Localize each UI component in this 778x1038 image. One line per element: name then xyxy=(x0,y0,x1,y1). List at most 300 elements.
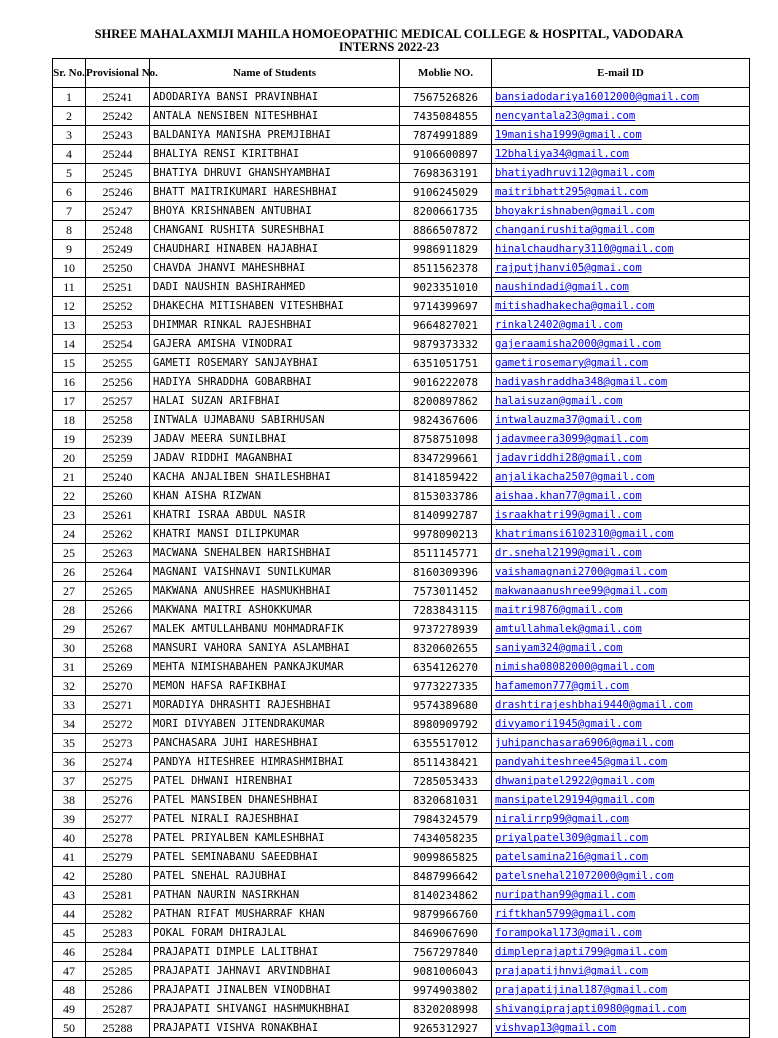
email-cell xyxy=(492,772,750,791)
provisional-no-cell: 25241 xyxy=(86,88,150,107)
provisional-no-cell: 25259 xyxy=(86,449,150,468)
email-link[interactable]: israakhatri99@gmail.com xyxy=(495,509,642,521)
sr-cell: 50 xyxy=(53,1019,86,1038)
sr-cell: 48 xyxy=(53,981,86,1000)
provisional-no-cell: 25260 xyxy=(86,487,150,506)
sr-cell: 12 xyxy=(53,297,86,316)
sr-cell: 43 xyxy=(53,886,86,905)
student-name-cell: PATHAN RIFAT MUSHARRAF KHAN xyxy=(150,905,400,924)
provisional-no-cell: 25264 xyxy=(86,563,150,582)
email-cell xyxy=(492,829,750,848)
mobile-number-cell: 9879966760 xyxy=(400,905,492,924)
table-row xyxy=(53,316,750,335)
table-row xyxy=(53,202,750,221)
table-row xyxy=(53,354,750,373)
sr-cell: 30 xyxy=(53,639,86,658)
mobile-number-cell: 7698363191 xyxy=(400,164,492,183)
provisional-no-cell: 25243 xyxy=(86,126,150,145)
interns-table xyxy=(52,58,750,1038)
student-name-cell: DHAKECHA MITISHABEN VITESHBHAI xyxy=(150,297,400,316)
email-link[interactable]: maitri9876@gmail.com xyxy=(495,604,623,616)
header-name: Name of Students xyxy=(150,59,400,88)
table-row xyxy=(53,620,750,639)
provisional-no-cell: 25254 xyxy=(86,335,150,354)
student-name-cell: PATEL SNEHAL RAJUBHAI xyxy=(150,867,400,886)
provisional-no-cell: 25276 xyxy=(86,791,150,810)
provisional-no-cell: 25263 xyxy=(86,544,150,563)
sr-cell: 2 xyxy=(53,107,86,126)
provisional-no-cell: 25250 xyxy=(86,259,150,278)
sr-cell: 39 xyxy=(53,810,86,829)
email-link[interactable]: forampokal173@gmail.com xyxy=(495,927,642,939)
email-cell xyxy=(492,905,750,924)
provisional-no-cell: 25284 xyxy=(86,943,150,962)
student-name-cell: PATHAN NAURIN NASIRKHAN xyxy=(150,886,400,905)
email-link[interactable]: mitishadhakecha@gmail.com xyxy=(495,300,655,312)
sr-cell: 5 xyxy=(53,164,86,183)
email-link[interactable]: bansiadodariya16012000@gmail.com xyxy=(495,91,700,103)
sr-cell: 44 xyxy=(53,905,86,924)
email-link[interactable]: pandyahiteshree45@gmail.com xyxy=(495,756,668,768)
email-link[interactable]: maitribhatt295@gmail.com xyxy=(495,186,649,198)
mobile-number-cell: 8200897862 xyxy=(400,392,492,411)
mobile-number-cell: 9081006043 xyxy=(400,962,492,981)
sr-cell: 23 xyxy=(53,506,86,525)
table-row xyxy=(53,278,750,297)
provisional-no-cell: 25285 xyxy=(86,962,150,981)
header-email: E-mail ID xyxy=(492,59,750,88)
sr-cell: 22 xyxy=(53,487,86,506)
email-link[interactable]: riftkhan5799@gmail.com xyxy=(495,908,636,920)
student-name-cell: INTWALA UJMABANU SABIRHUSAN xyxy=(150,411,400,430)
header-mobile: Moblie NO. xyxy=(400,59,492,88)
email-cell xyxy=(492,544,750,563)
student-name-cell: DHIMMAR RINKAL RAJESHBHAI xyxy=(150,316,400,335)
email-cell xyxy=(492,962,750,981)
email-link[interactable]: jadavriddhi28@gmail.com xyxy=(495,452,642,464)
sr-cell: 46 xyxy=(53,943,86,962)
sr-cell: 31 xyxy=(53,658,86,677)
student-name-cell: MORI DIVYABEN JITENDRAKUMAR xyxy=(150,715,400,734)
email-link[interactable]: makwanaanushree99@gmail.com xyxy=(495,585,668,597)
provisional-no-cell: 25271 xyxy=(86,696,150,715)
student-name-cell: MEMON HAFSA RAFIKBHAI xyxy=(150,677,400,696)
provisional-no-cell: 25274 xyxy=(86,753,150,772)
email-cell xyxy=(492,221,750,240)
table-row xyxy=(53,506,750,525)
student-name-cell: KHATRI MANSI DILIPKUMAR xyxy=(150,525,400,544)
email-cell xyxy=(492,639,750,658)
mobile-number-cell: 8980909792 xyxy=(400,715,492,734)
mobile-number-cell: 8487996642 xyxy=(400,867,492,886)
email-cell xyxy=(492,810,750,829)
table-row xyxy=(53,240,750,259)
provisional-no-cell: 25278 xyxy=(86,829,150,848)
email-cell xyxy=(492,164,750,183)
sr-cell: 25 xyxy=(53,544,86,563)
email-cell xyxy=(492,867,750,886)
table-row xyxy=(53,430,750,449)
table-row xyxy=(53,487,750,506)
mobile-number-cell: 8469067690 xyxy=(400,924,492,943)
student-name-cell: POKAL FORAM DHIRAJLAL xyxy=(150,924,400,943)
email-link[interactable]: nimisha08082000@gmail.com xyxy=(495,661,655,673)
email-cell xyxy=(492,316,750,335)
student-name-cell: PATEL NIRALI RAJESHBHAI xyxy=(150,810,400,829)
sr-cell: 8 xyxy=(53,221,86,240)
provisional-no-cell: 25277 xyxy=(86,810,150,829)
email-cell xyxy=(492,88,750,107)
email-link[interactable]: intwalauzma37@gmail.com xyxy=(495,414,642,426)
student-name-cell: PRAJAPATI VISHVA RONAKBHAI xyxy=(150,1019,400,1038)
sr-cell: 37 xyxy=(53,772,86,791)
email-link[interactable]: bhatiyadhruvi12@gmail.com xyxy=(495,167,655,179)
mobile-number-cell: 7285053433 xyxy=(400,772,492,791)
mobile-number-cell: 9265312927 xyxy=(400,1019,492,1038)
table-row xyxy=(53,544,750,563)
mobile-number-cell: 7573011452 xyxy=(400,582,492,601)
email-link[interactable]: nencyantala23@gmai.com xyxy=(495,110,636,122)
email-cell xyxy=(492,373,750,392)
provisional-no-cell: 25257 xyxy=(86,392,150,411)
student-name-cell: PATEL SEMINABANU SAEEDBHAI xyxy=(150,848,400,867)
student-name-cell: BHOYA KRISHNABEN ANTUBHAI xyxy=(150,202,400,221)
mobile-number-cell: 8140234862 xyxy=(400,886,492,905)
student-name-cell: MANSURI VAHORA SANIYA ASLAMBHAI xyxy=(150,639,400,658)
provisional-no-cell: 25252 xyxy=(86,297,150,316)
email-cell xyxy=(492,202,750,221)
sr-cell: 17 xyxy=(53,392,86,411)
student-name-cell: MAKWANA ANUSHREE HASMUKHBHAI xyxy=(150,582,400,601)
email-cell xyxy=(492,107,750,126)
email-link[interactable]: juhipanchasara6906@gmail.com xyxy=(495,737,674,749)
mobile-number-cell: 8347299661 xyxy=(400,449,492,468)
table-row xyxy=(53,962,750,981)
email-link[interactable]: niralirrp99@gmail.com xyxy=(495,813,629,825)
mobile-number-cell: 9099865825 xyxy=(400,848,492,867)
email-link[interactable]: vishvap13@gmail.com xyxy=(495,1022,617,1034)
sr-cell: 9 xyxy=(53,240,86,259)
table-row xyxy=(53,107,750,126)
email-cell xyxy=(492,525,750,544)
table-row xyxy=(53,126,750,145)
sr-cell: 24 xyxy=(53,525,86,544)
provisional-no-cell: 25281 xyxy=(86,886,150,905)
email-link[interactable]: amtullahmalek@gmail.com xyxy=(495,623,642,635)
email-link[interactable]: naushindadi@gmail.com xyxy=(495,281,629,293)
student-name-cell: DADI NAUSHIN BASHIRAHMED xyxy=(150,278,400,297)
mobile-number-cell: 9106245029 xyxy=(400,183,492,202)
email-cell xyxy=(492,677,750,696)
sr-cell: 41 xyxy=(53,848,86,867)
email-cell xyxy=(492,278,750,297)
table-row xyxy=(53,753,750,772)
email-link[interactable]: aishaa.khan77@gmail.com xyxy=(495,490,642,502)
email-cell xyxy=(492,1000,750,1019)
table-row xyxy=(53,164,750,183)
table-row xyxy=(53,392,750,411)
sr-cell: 27 xyxy=(53,582,86,601)
sr-cell: 28 xyxy=(53,601,86,620)
email-cell xyxy=(492,582,750,601)
email-link[interactable]: saniyam324@gmail.com xyxy=(495,642,623,654)
table-row xyxy=(53,468,750,487)
email-cell xyxy=(492,943,750,962)
student-name-cell: PRAJAPATI DIMPLE LALITBHAI xyxy=(150,943,400,962)
mobile-number-cell: 6351051751 xyxy=(400,354,492,373)
email-link[interactable]: dr.snehal2199@gmail.com xyxy=(495,547,642,559)
mobile-number-cell: 9023351010 xyxy=(400,278,492,297)
sr-cell: 42 xyxy=(53,867,86,886)
table-row xyxy=(53,88,750,107)
mobile-number-cell: 9106600897 xyxy=(400,145,492,164)
mobile-number-cell: 7434058235 xyxy=(400,829,492,848)
student-name-cell: PATEL MANSIBEN DHANESHBHAI xyxy=(150,791,400,810)
table-row xyxy=(53,810,750,829)
mobile-number-cell: 9824367606 xyxy=(400,411,492,430)
email-link[interactable]: gametirosemary@gmail.com xyxy=(495,357,649,369)
student-name-cell: MAGNANI VAISHNAVI SUNILKUMAR xyxy=(150,563,400,582)
email-cell xyxy=(492,696,750,715)
email-link[interactable]: anjalikacha2507@gmail.com xyxy=(495,471,655,483)
mobile-number-cell: 9978090213 xyxy=(400,525,492,544)
mobile-number-cell: 9974903802 xyxy=(400,981,492,1000)
table-row xyxy=(53,449,750,468)
email-cell xyxy=(492,126,750,145)
provisional-no-cell: 25251 xyxy=(86,278,150,297)
sr-cell: 26 xyxy=(53,563,86,582)
email-cell xyxy=(492,354,750,373)
email-cell xyxy=(492,411,750,430)
mobile-number-cell: 8320602655 xyxy=(400,639,492,658)
email-link[interactable]: bhoyakrishnaben@gmail.com xyxy=(495,205,655,217)
table-row xyxy=(53,943,750,962)
email-cell xyxy=(492,449,750,468)
email-link[interactable]: nuripathan99@gmail.com xyxy=(495,889,636,901)
student-name-cell: JADAV MEERA SUNILBHAI xyxy=(150,430,400,449)
student-name-cell: GAJERA AMISHA VINODRAI xyxy=(150,335,400,354)
student-name-cell: PATEL DHWANI HIRENBHAI xyxy=(150,772,400,791)
sr-cell: 20 xyxy=(53,449,86,468)
email-cell xyxy=(492,753,750,772)
provisional-no-cell: 25280 xyxy=(86,867,150,886)
sr-cell: 32 xyxy=(53,677,86,696)
sr-cell: 4 xyxy=(53,145,86,164)
student-name-cell: MORADIYA DHRASHTI RAJESHBHAI xyxy=(150,696,400,715)
provisional-no-cell: 25275 xyxy=(86,772,150,791)
student-name-cell: KHATRI ISRAA ABDUL NASIR xyxy=(150,506,400,525)
sr-cell: 3 xyxy=(53,126,86,145)
email-link[interactable]: patelsamina216@gmail.com xyxy=(495,851,649,863)
student-name-cell: PATEL PRIYALBEN KAMLESHBHAI xyxy=(150,829,400,848)
sr-cell: 1 xyxy=(53,88,86,107)
student-name-cell: PANCHASARA JUHI HARESHBHAI xyxy=(150,734,400,753)
provisional-no-cell: 25287 xyxy=(86,1000,150,1019)
provisional-no-cell: 25288 xyxy=(86,1019,150,1038)
sr-cell: 45 xyxy=(53,924,86,943)
provisional-no-cell: 25270 xyxy=(86,677,150,696)
email-link[interactable]: khatrimansi6102310@gmail.com xyxy=(495,528,674,540)
provisional-no-cell: 25247 xyxy=(86,202,150,221)
email-link[interactable]: gajeraamisha2000@gmail.com xyxy=(495,338,661,350)
email-cell xyxy=(492,848,750,867)
provisional-no-cell: 25265 xyxy=(86,582,150,601)
table-row xyxy=(53,696,750,715)
email-cell xyxy=(492,1019,750,1038)
mobile-number-cell: 9714399697 xyxy=(400,297,492,316)
email-link[interactable]: prajapatijinal187@gmail.com xyxy=(495,984,668,996)
table-row xyxy=(53,183,750,202)
document-title xyxy=(0,28,778,54)
table-row xyxy=(53,221,750,240)
email-cell xyxy=(492,297,750,316)
provisional-no-cell: 25249 xyxy=(86,240,150,259)
mobile-number-cell: 9773227335 xyxy=(400,677,492,696)
table-row xyxy=(53,601,750,620)
sr-cell: 13 xyxy=(53,316,86,335)
mobile-number-cell: 8866507872 xyxy=(400,221,492,240)
mobile-number-cell: 7283843115 xyxy=(400,601,492,620)
student-name-cell: MEHTA NIMISHABAHEN PANKAJKUMAR xyxy=(150,658,400,677)
sr-cell: 11 xyxy=(53,278,86,297)
email-link[interactable]: changanirushita@gmail.com xyxy=(495,224,655,236)
mobile-number-cell: 8320208998 xyxy=(400,1000,492,1019)
provisional-no-cell: 25273 xyxy=(86,734,150,753)
email-cell xyxy=(492,620,750,639)
table-row xyxy=(53,373,750,392)
email-link[interactable]: divyamori1945@gmail.com xyxy=(495,718,642,730)
email-link[interactable]: hinalchaudhary3110@gmail.com xyxy=(495,243,674,255)
email-link[interactable]: patelsnehal21072000@gmil.com xyxy=(495,870,674,882)
provisional-no-cell: 25268 xyxy=(86,639,150,658)
email-cell xyxy=(492,658,750,677)
email-link[interactable]: 19manisha1999@gmail.com xyxy=(495,129,642,141)
email-link[interactable]: mansipatel29194@gmail.com xyxy=(495,794,655,806)
mobile-number-cell: 7567526826 xyxy=(400,88,492,107)
mobile-number-cell: 9016222078 xyxy=(400,373,492,392)
header-provisional-no: Provisional No. xyxy=(86,59,150,88)
table-row xyxy=(53,145,750,164)
email-cell xyxy=(492,487,750,506)
student-name-cell: KACHA ANJALIBEN SHAILESHBHAI xyxy=(150,468,400,487)
provisional-no-cell: 25255 xyxy=(86,354,150,373)
college-name: SHREE MAHALAXMIJI MAHILA HOMOEOPATHIC MEDICAL COLLEGE & HOSPITAL, VADODARA xyxy=(94,27,684,41)
table-row xyxy=(53,411,750,430)
sr-cell: 10 xyxy=(53,259,86,278)
provisional-no-cell: 25272 xyxy=(86,715,150,734)
email-cell xyxy=(492,145,750,164)
email-link[interactable]: drashtirajeshbhai9440@gmail.com xyxy=(495,699,693,711)
student-name-cell: MALEK AMTULLAHBANU MOHMADRAFIK xyxy=(150,620,400,639)
email-link[interactable]: shivangiprajapti0980@gmail.com xyxy=(495,1003,687,1015)
student-name-cell: ADODARIYA BANSI PRAVINBHAI xyxy=(150,88,400,107)
sr-cell: 35 xyxy=(53,734,86,753)
sr-cell: 40 xyxy=(53,829,86,848)
email-link[interactable]: hafamemon777@gmil.com xyxy=(495,680,629,692)
sr-cell: 7 xyxy=(53,202,86,221)
email-cell xyxy=(492,392,750,411)
table-row xyxy=(53,886,750,905)
email-cell xyxy=(492,981,750,1000)
table-row xyxy=(53,848,750,867)
provisional-no-cell: 25242 xyxy=(86,107,150,126)
provisional-no-cell: 25261 xyxy=(86,506,150,525)
email-link[interactable]: vaishamagnani2700@gmail.com xyxy=(495,566,668,578)
email-cell xyxy=(492,259,750,278)
provisional-no-cell: 25246 xyxy=(86,183,150,202)
email-cell xyxy=(492,715,750,734)
table-row xyxy=(53,259,750,278)
table-row xyxy=(53,981,750,1000)
mobile-number-cell: 9574389680 xyxy=(400,696,492,715)
sr-cell: 14 xyxy=(53,335,86,354)
table-row xyxy=(53,335,750,354)
mobile-number-cell: 8511145771 xyxy=(400,544,492,563)
email-link[interactable]: hadiyashraddha348@gmail.com xyxy=(495,376,668,388)
email-cell xyxy=(492,924,750,943)
table-row xyxy=(53,791,750,810)
provisional-no-cell: 25266 xyxy=(86,601,150,620)
student-name-cell: HADIYA SHRADDHA GOBARBHAI xyxy=(150,373,400,392)
list-subtitle: INTERNS 2022-23 xyxy=(338,40,440,54)
email-cell xyxy=(492,183,750,202)
student-name-cell: CHANGANI RUSHITA SURESHBHAI xyxy=(150,221,400,240)
student-name-cell: CHAUDHARI HINABEN HAJABHAI xyxy=(150,240,400,259)
sr-cell: 38 xyxy=(53,791,86,810)
sr-cell: 21 xyxy=(53,468,86,487)
table-row xyxy=(53,658,750,677)
mobile-number-cell: 8511562378 xyxy=(400,259,492,278)
student-name-cell: MAKWANA MAITRI ASHOKKUMAR xyxy=(150,601,400,620)
student-name-cell: MACWANA SNEHALBEN HARISHBHAI xyxy=(150,544,400,563)
email-link[interactable]: dimpleprajapti799@gmail.com xyxy=(495,946,668,958)
mobile-number-cell: 9737278939 xyxy=(400,620,492,639)
email-link[interactable]: rinkal2402@gmail.com xyxy=(495,319,623,331)
student-name-cell: GAMETI ROSEMARY SANJAYBHAI xyxy=(150,354,400,373)
email-link[interactable]: prajapatijhnvi@gmail.com xyxy=(495,965,649,977)
mobile-number-cell: 7567297840 xyxy=(400,943,492,962)
email-cell xyxy=(492,886,750,905)
email-cell xyxy=(492,563,750,582)
student-name-cell: ANTALA NENSIBEN NITESHBHAI xyxy=(150,107,400,126)
email-link[interactable]: priyalpatel309@gmail.com xyxy=(495,832,649,844)
email-link[interactable]: rajputjhanvi05@gmai.com xyxy=(495,262,642,274)
header-sr-no: Sr. No. xyxy=(53,59,86,88)
sr-cell: 47 xyxy=(53,962,86,981)
table-header-row xyxy=(53,59,750,88)
mobile-number-cell: 8160309396 xyxy=(400,563,492,582)
provisional-no-cell: 25256 xyxy=(86,373,150,392)
provisional-no-cell: 25239 xyxy=(86,430,150,449)
sr-cell: 19 xyxy=(53,430,86,449)
sr-cell: 29 xyxy=(53,620,86,639)
table-row xyxy=(53,905,750,924)
email-link[interactable]: dhwanipatel2922@gmail.com xyxy=(495,775,655,787)
table-row xyxy=(53,829,750,848)
mobile-number-cell: 6354126270 xyxy=(400,658,492,677)
email-cell xyxy=(492,506,750,525)
mobile-number-cell: 8758751098 xyxy=(400,430,492,449)
sr-cell: 16 xyxy=(53,373,86,392)
table-row xyxy=(53,1000,750,1019)
student-name-cell: PRAJAPATI SHIVANGI HASHMUKHBHAI xyxy=(150,1000,400,1019)
email-link[interactable]: 12bhaliya34@gmail.com xyxy=(495,148,629,160)
sr-cell: 33 xyxy=(53,696,86,715)
table-row xyxy=(53,867,750,886)
email-link[interactable]: jadavmeera3099@gmail.com xyxy=(495,433,649,445)
email-link[interactable]: halaisuzan@gmail.com xyxy=(495,395,623,407)
provisional-no-cell: 25244 xyxy=(86,145,150,164)
